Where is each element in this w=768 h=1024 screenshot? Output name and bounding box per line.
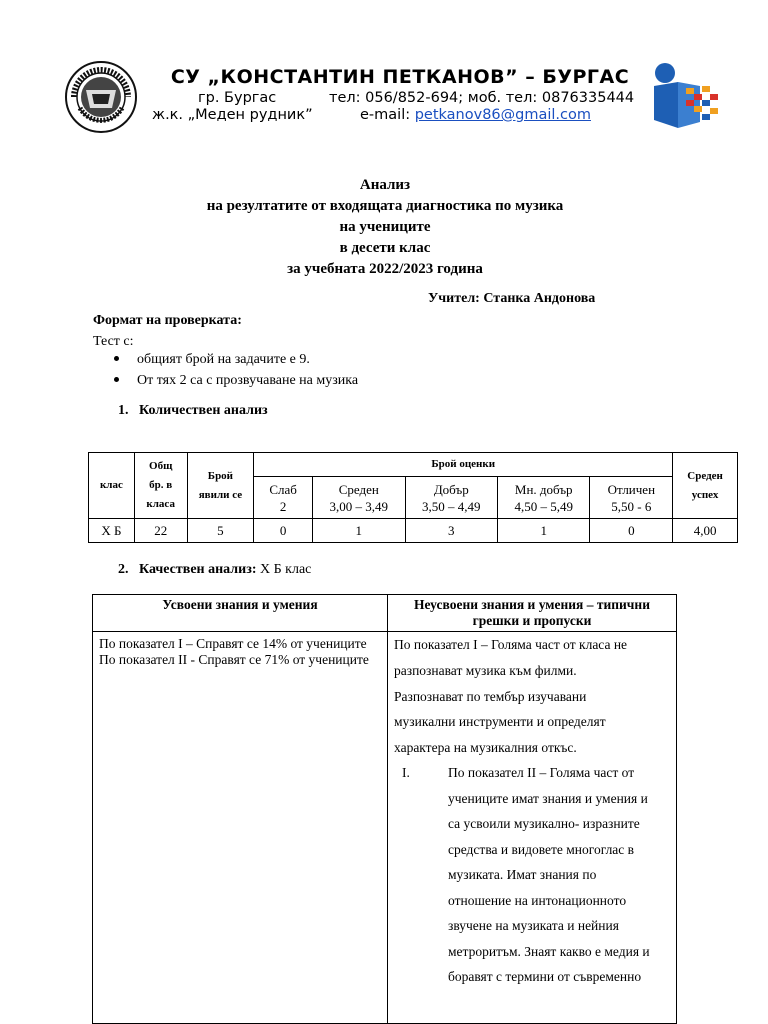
cell-count: 0 (254, 519, 313, 543)
cell-count: 1 (498, 519, 590, 543)
email-link[interactable]: petkanov86@gmail.com (414, 107, 591, 123)
cell-avg: 4,00 (673, 519, 738, 543)
col-avg-header: Среден успех (673, 453, 738, 519)
cell-count: 3 (405, 519, 497, 543)
school-logo (648, 60, 734, 132)
quantitative-table (88, 452, 738, 543)
district: ж.к. „Меден рудник” (152, 107, 313, 123)
col-total-header: Общ бр. в класа (134, 453, 187, 519)
grade-header: Слаб 2 (254, 477, 313, 519)
school-seal (64, 60, 138, 134)
title-line-3: на учениците (339, 219, 431, 235)
col-present-header: Брой явили се (187, 453, 254, 519)
bullet-icon (114, 377, 119, 382)
email-line (360, 107, 591, 123)
col-class-header: клас (89, 453, 135, 519)
cell-total: 22 (134, 519, 187, 543)
title-line-2: на резултатите от входящата диагностика по музика (206, 198, 564, 214)
bullet-item: От тях 2 са с прозвучаване на музика (114, 373, 358, 389)
col-not-learned-header: Неусвоени знания и умения – типични грешки и пропуски (388, 595, 677, 632)
qualitative-table (92, 594, 677, 1024)
grade-header: Отличен 5,50 - 6 (590, 477, 673, 519)
cell-class: Х Б (89, 519, 135, 543)
school-title: СУ „КОНСТАНТИН ПЕТКАНОВ” – БУРГАС (170, 66, 630, 88)
not-learned-cell: По показател I – Голяма част от класа не разпознават музика към филми. Разпознават по тембър изучавани музикални инструменти и определят характера на музикалния откъс. I. По показател II – Голяма част от учениците имат знания и умения и са усвоили музикално- изразните средства и видовете многоглас в музиката. Имат знания по отношение на интонационното звучене на музиката и нейния метроритъм. Знаят какво е медия и боравят с термини от съвременно (388, 632, 677, 1024)
grades-header: Брой оценки (254, 453, 673, 477)
test-label: Тест с: (93, 334, 134, 349)
grade-header: Среден 3,00 – 3,49 (312, 477, 405, 519)
section-1-heading: 1. Количествен анализ (118, 403, 268, 418)
table-row (89, 519, 738, 543)
section-2-heading: 2. Качествен анализ: Х Б клас (118, 562, 312, 577)
document-title (100, 175, 670, 280)
title-line-5: за учебната 2022/2023 година (287, 261, 483, 277)
bullet-icon (114, 356, 119, 361)
title-line-4: в десети клас (339, 240, 431, 256)
cell-count: 1 (312, 519, 405, 543)
email-label: e-mail: (360, 107, 415, 123)
grade-header: Добър 3,50 – 4,49 (405, 477, 497, 519)
bullet-item: общият брой на задачите е 9. (114, 352, 310, 368)
teacher: Учител: Станка Андонова (428, 291, 596, 306)
grade-header: Мн. добър 4,50 – 5,49 (498, 477, 590, 519)
title-line-1: Анализ (359, 177, 411, 193)
roman-item: I. По показател II – Голяма част от (394, 760, 670, 786)
learned-cell: По показател I – Справят се 14% от учениците По показател II - Справят се 71% от учениците (93, 632, 388, 1024)
roman-numeral: I. (402, 765, 410, 780)
cell-count: 0 (590, 519, 673, 543)
col-learned-header: Усвоени знания и умения (93, 595, 388, 632)
phone: тел: 056/852-694; моб. тел: 0876335444 (329, 90, 635, 106)
format-heading: Формат на проверката: (93, 313, 242, 328)
city: гр. Бургас (198, 90, 277, 106)
cell-present: 5 (187, 519, 254, 543)
